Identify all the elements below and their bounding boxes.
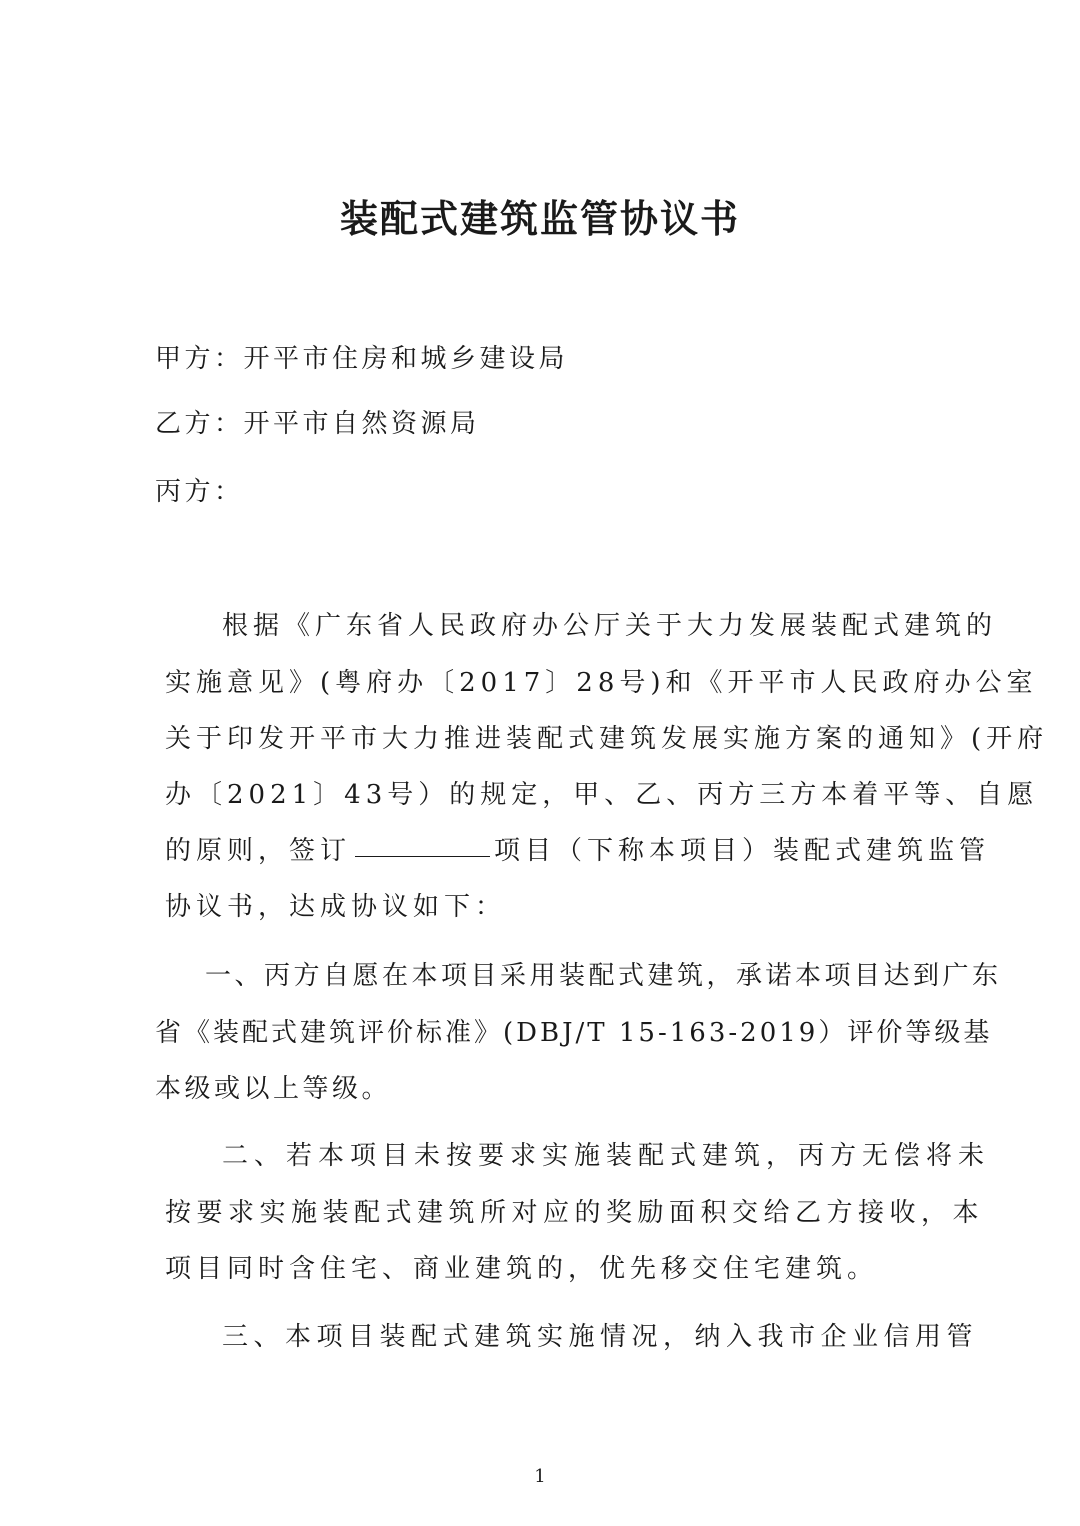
party-c: 丙方：	[155, 477, 244, 507]
intro-line-5	[165, 830, 990, 867]
intro-line-2: 实施意见》(粤府办〔2017〕28号)和《开平市人民政府办公室	[165, 668, 1038, 698]
clause-2-line-2: 按要求实施装配式建筑所对应的奖励面积交给乙方接收，本	[165, 1198, 985, 1228]
intro-line-1: 根据《广东省人民政府办公厅关于大力发展装配式建筑的	[222, 611, 998, 641]
intro-line-5-start: 的原则，签订	[165, 836, 352, 866]
page-number: 1	[534, 1466, 546, 1487]
project-name-blank	[355, 855, 490, 857]
clause-3-line-1: 三、本项目装配式建筑实施情况，纳入我市企业信用管	[222, 1322, 979, 1352]
clause-2-line-3: 项目同时含住宅、商业建筑的，优先移交住宅建筑。	[165, 1254, 879, 1284]
clause-1-line-3: 本级或以上等级。	[155, 1074, 392, 1104]
clause-1-line-1: 一、丙方自愿在本项目采用装配式建筑，承诺本项目达到广东	[205, 961, 1002, 991]
clause-2-line-1: 二、若本项目未按要求实施装配式建筑，丙方无偿将未	[222, 1141, 991, 1171]
intro-line-6: 协议书，达成协议如下：	[165, 892, 507, 922]
party-b: 乙方：开平市自然资源局	[155, 409, 480, 439]
intro-line-5-end: 项目（下称本项目）装配式建筑监管	[494, 836, 991, 866]
document-title: 装配式建筑监管协议书	[339, 197, 740, 241]
intro-line-3: 关于印发开平市大力推进装配式建筑发展实施方案的通知》(开府	[165, 724, 1049, 754]
clause-1-line-2: 省《装配式建筑评价标准》(DBJ/T 15-163-2019）评价等级基	[155, 1018, 993, 1048]
intro-line-4: 办〔2021〕43号）的规定，甲、乙、丙方三方本着平等、自愿	[165, 780, 1039, 810]
party-a: 甲方：开平市住房和城乡建设局	[155, 344, 569, 374]
